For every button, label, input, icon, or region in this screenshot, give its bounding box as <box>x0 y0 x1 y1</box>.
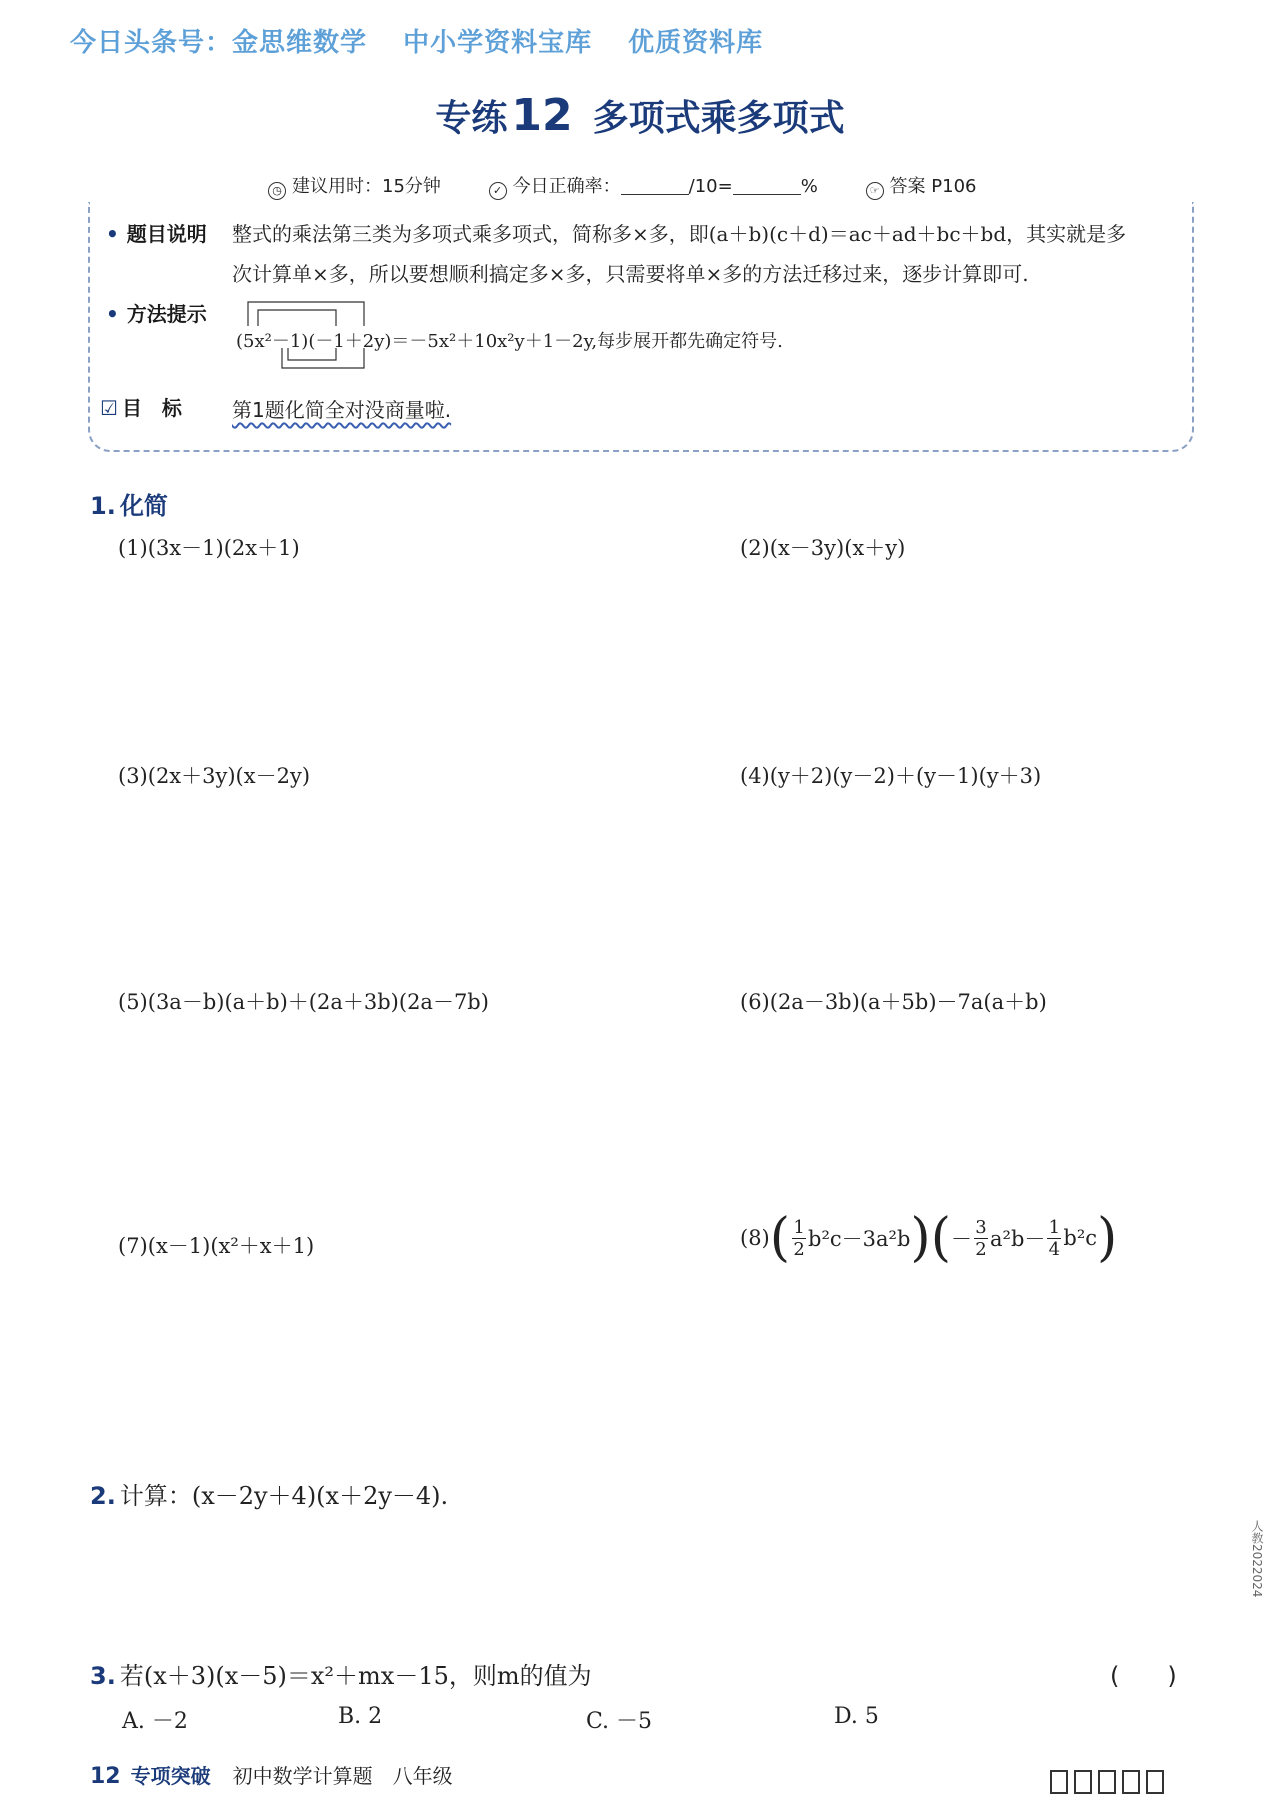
choice-c[interactable]: C. －5 <box>586 1709 653 1734</box>
choice-d[interactable]: D. 5 <box>834 1704 879 1729</box>
bar-mark <box>1146 1770 1164 1794</box>
paren-left: ( <box>769 1208 791 1268</box>
frac-num: 1 <box>793 1216 805 1238</box>
footer-book: 初中数学计算题 八年级 <box>232 1764 453 1788</box>
watermark-item: 今日头条号：金思维数学 <box>70 28 368 58</box>
q1-item-8 <box>740 1208 1118 1268</box>
desc-label-wrap <box>106 218 207 247</box>
q1-item: (5)(3a－b)(a＋b)＋(2a＋3b)(2a－7b) <box>118 990 489 1014</box>
paren-right: ) <box>910 1208 931 1268</box>
accuracy-suffix: % <box>800 176 818 197</box>
desc-line-1: 整式的乘法第三类为多项式乘多项式，简称多×多，即(a＋b)(c＋d)＝ac＋ad＋bc＋bd，其实就是多 <box>232 222 1127 246</box>
accuracy-label: 今日正确率： <box>512 176 621 197</box>
term-1: b²c－3a²b <box>808 1227 911 1251</box>
goal-label: 目 标 <box>121 396 182 420</box>
bar-mark <box>1098 1770 1116 1794</box>
fraction-2 <box>974 1217 988 1260</box>
q1-item: (7)(x－1)(x²＋x＋1) <box>118 1234 315 1258</box>
title-number: 12 <box>511 90 573 141</box>
paren-left: ( <box>930 1208 952 1268</box>
fraction-3 <box>1047 1217 1061 1260</box>
q1-item: (3)(2x＋3y)(x－2y) <box>118 764 311 788</box>
q1-item: (1)(3x－1)(2x＋1) <box>118 536 300 560</box>
q1-item: (2)(x－3y)(x＋y) <box>740 536 906 560</box>
accuracy-item <box>489 176 824 197</box>
q1-header <box>90 486 168 521</box>
q1-number: 1. <box>90 492 116 520</box>
choice-b[interactable]: B. 2 <box>338 1704 383 1729</box>
q2-number: 2. <box>90 1482 116 1510</box>
q3 <box>90 1656 592 1691</box>
time-item <box>268 176 447 197</box>
accuracy-blank-2[interactable] <box>733 180 801 195</box>
q3-text: 若(x＋3)(x－5)＝x²＋mx－15，则m的值为 <box>119 1662 592 1690</box>
choice-a[interactable]: A. －2 <box>122 1709 188 1734</box>
fraction-1 <box>792 1217 806 1260</box>
side-code: 人教2022024 <box>1250 1520 1264 1598</box>
q1-item: (6)(2a－3b)(a＋5b)－7a(a＋b) <box>740 990 1047 1014</box>
bar-mark <box>1050 1770 1068 1794</box>
answer-item <box>866 176 977 197</box>
term-3: b²c <box>1063 1226 1098 1250</box>
accuracy-blank-1[interactable] <box>621 180 689 195</box>
footer-section: 专项突破 <box>130 1764 211 1788</box>
title-topic: 多项式乘多项式 <box>592 98 845 139</box>
desc-line-2: 次计算单×多，所以要想顺利搞定多×多，只需要将单×多的方法迁移过来，逐步计算即可. <box>232 262 1029 286</box>
page-title <box>0 90 1280 141</box>
paren-right: ) <box>1097 1208 1118 1268</box>
page-number: 12 <box>90 1764 121 1789</box>
q2 <box>90 1476 448 1511</box>
q1-item: (4)(y＋2)(y－2)＋(y－1)(y＋3) <box>740 764 1042 788</box>
goal-text: 第1题化简全对没商量啦. <box>232 398 452 422</box>
title-prefix: 专练 <box>435 98 508 139</box>
frac-num: 3 <box>975 1216 987 1238</box>
check-circle-icon: ✓ <box>489 182 507 200</box>
watermark-item: 优质资料库 <box>628 28 764 58</box>
q2-text: 计算：(x－2y＋4)(x＋2y－4). <box>119 1482 449 1510</box>
footer <box>90 1760 453 1789</box>
accuracy-mid: /10= <box>688 176 733 197</box>
watermark-item: 中小学资料宝库 <box>403 28 593 58</box>
frac-num: 1 <box>1048 1216 1061 1238</box>
bar-mark <box>1074 1770 1092 1794</box>
bar-mark <box>1122 1770 1140 1794</box>
answer-label: 答案 P106 <box>889 176 977 197</box>
sign: － <box>951 1227 973 1251</box>
q1-title: 化简 <box>119 492 168 520</box>
frac-den: 2 <box>975 1238 987 1260</box>
frac-den: 4 <box>1048 1238 1061 1260</box>
q3-number: 3. <box>90 1662 116 1690</box>
goal-label-wrap <box>100 392 182 421</box>
clock-icon: ◷ <box>268 182 286 200</box>
bullet-icon: • <box>106 222 119 246</box>
barcode-decoration <box>1050 1770 1164 1794</box>
frac-den: 2 <box>793 1238 805 1260</box>
checkbox-icon: ☑ <box>100 396 118 420</box>
watermark-banner <box>70 22 789 59</box>
pointer-icon: ☞ <box>866 182 884 200</box>
answer-paren[interactable]: ( ) <box>1110 1662 1177 1690</box>
item8-prefix: (8) <box>740 1226 770 1250</box>
term-2: a²b－ <box>990 1227 1046 1251</box>
bullet-icon: • <box>106 302 119 326</box>
method-text: (5x²－1)(－1＋2y)＝－5x²＋10x²y＋1－2y,每步展开都先确定符号. <box>236 331 783 352</box>
method-label: 方法提示 <box>126 302 207 326</box>
meta-bar <box>268 172 1018 200</box>
method-label-wrap <box>106 298 207 327</box>
desc-label: 题目说明 <box>126 222 207 246</box>
time-label: 建议用时：15分钟 <box>292 176 441 197</box>
